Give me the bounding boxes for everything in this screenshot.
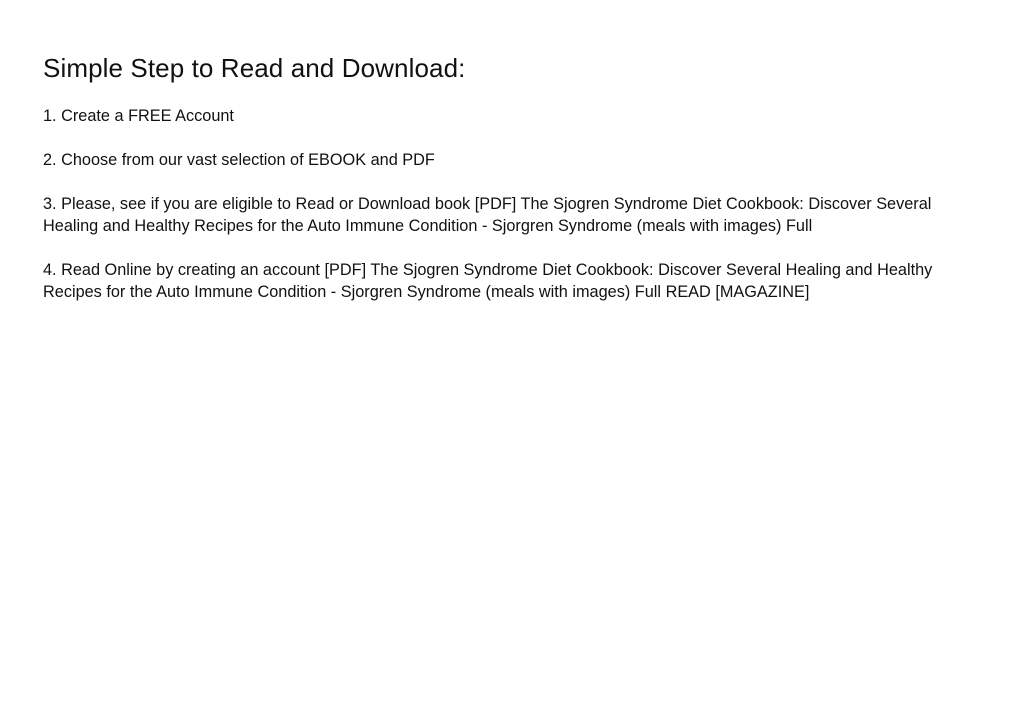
step-3: 3. Please, see if you are eligible to Read or Download book [PDF] The Sjogren Syndrome Diet Cookbook: Discover Several Healing and Healthy Recipes for the Auto Immune Condition - Sjorgren Syndrome (meals with images) Full — [43, 195, 932, 235]
step-4: 4. Read Online by creating an account [PDF] The Sjogren Syndrome Diet Cookbook: Discover Several Healing and Healthy Recipes for the Auto Immune Condition - Sjorgren Syndrome (meals with images) Full READ [MAGAZINE] — [43, 261, 933, 301]
page-title: Simple Step to Read and Download: — [43, 53, 466, 83]
document-page — [43, 52, 983, 325]
step-1: 1. Create a FREE Account — [43, 107, 234, 125]
step-2: 2. Choose from our vast selection of EBOOK and PDF — [43, 151, 435, 169]
